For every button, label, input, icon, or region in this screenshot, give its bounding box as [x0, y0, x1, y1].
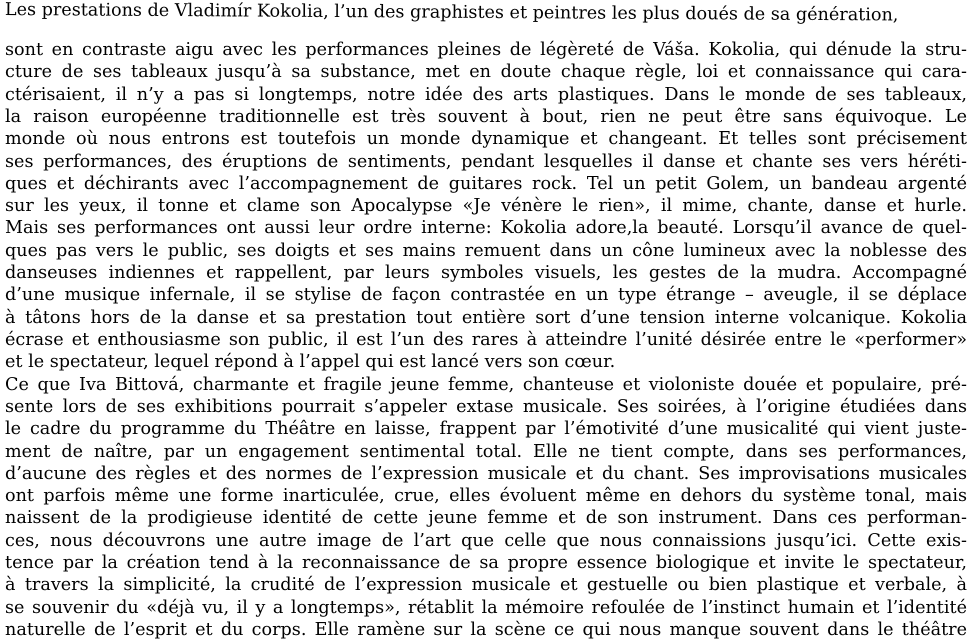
text-line: se souvenir du «déjà vu, il y a longtemps», rétablit la mémoire refoulée de l’instinct humain et l’identité	[5, 597, 967, 618]
text-line: ces, nous découvrons une autre image de l’art que celle que nous connaissions jusqu’ici. Cette exis-	[5, 530, 967, 551]
text-line: naissent de la prodigieuse identité de cette jeune femme et de son instrument. Dans ces performan-	[5, 508, 967, 529]
text-line: le cadre du programme du Théâtre en laisse, frappent par l’émotivité d’une musicalité qui vient juste-	[5, 419, 967, 440]
text-line: naturelle de l’esprit et du corps. Elle ramène sur la scène ce qui nous manque souvent dans le théâtre	[5, 620, 967, 640]
text-line: ment de naître, par un engagement sentimental total. Elle ne tient compte, dans ses performances,	[5, 441, 967, 462]
text-line: écrase et enthousiasme son public, il est l’un des rares à atteindre l’unité désirée entre le «performer»	[5, 330, 967, 350]
text-line: ses performances, des éruptions de sentiments, pendant lesquelles il danse et chante ses vers héréti-	[5, 151, 967, 172]
text-line: sur les yeux, il tonne et clame son Apocalypse «Je vénère le rien», il mime, chante, danse et hurle.	[5, 196, 967, 217]
text-line: sont en contraste aigu avec les performances pleines de légèreté de Váša. Kokolia, qui dénude la stru-	[5, 40, 967, 60]
text-line: tence par la création tend à la reconnaissance de sa propre essence biologique et invite le spectateur,	[5, 553, 967, 574]
text-line: et le spectateur, lequel répond à l’appel qui est lancé vers son cœur.	[5, 352, 616, 373]
text-line: cture de ses tableaux jusqu’à sa substance, met en doute chaque règle, loi et connaissance qui cara-	[5, 62, 967, 83]
text-line: d’une musique infernale, il se stylise de façon contrastée en un type étrange – aveugle, il se déplace	[5, 285, 967, 306]
text-line: sente lors de ses exhibitions pourrait s’appeler extase musicale. Ses soirées, à l’origine étudiées dans	[5, 396, 967, 417]
text-line: à travers la simplicité, la crudité de l’expression musicale et gestuelle ou bien plastique et verbale, à	[5, 575, 967, 596]
text-line: Mais ses performances ont aussi leur ordre interne: Kokolia adore,la beauté. Lorsqu’il avance de quel-	[5, 218, 967, 239]
text-line: à tâtons hors de la danse et sa prestation tout entière sort d’une tension interne volcanique. Kokolia	[5, 307, 967, 328]
text-line: la raison européenne traditionnelle est très souvent à bout, rien ne peut être sans équivoque. Le	[5, 106, 967, 127]
text-line: ctérisaient, il n’y a pas si longtemps, notre idée des arts plastiques. Dans le monde de ses tableaux,	[5, 84, 967, 105]
text-line: ques pas vers le public, ses doigts et ses mains remuent dans un cône lumineux avec la noblesse des	[5, 240, 967, 261]
text-line: danseuses indiennes et rappellent, par leurs symboles visuels, les gestes de la mudra. Accompagné	[5, 263, 967, 284]
text-line: Les prestations de Vladimír Kokolia, l’un des graphistes et peintres les plus doués de sa génération,	[4, 0, 899, 26]
text-line: ques et déchirants avec l’accompagnement de guitares rock. Tel un petit Golem, un bandeau argenté	[5, 173, 967, 194]
text-line: ont parfois même une forme inarticulée, crue, elles évoluent même en dehors du système tonal, mais	[5, 486, 967, 507]
text-line: monde où nous entrons est toutefois un monde dynamique et changeant. Et telles sont précisement	[5, 129, 967, 150]
text-line: Ce que Iva Bittová, charmante et fragile jeune femme, chanteuse et violoniste douée et populaire, pré-	[5, 374, 967, 395]
text-line: d’aucune des règles et des normes de l’expression musicale et du chant. Ses improvisations musicales	[5, 463, 967, 484]
